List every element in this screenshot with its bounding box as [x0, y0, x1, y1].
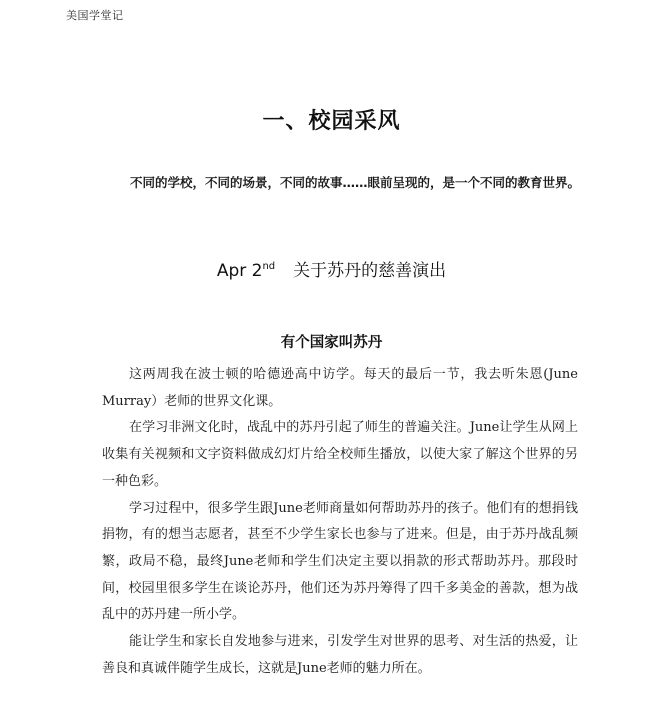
section-date-suffix: nd	[262, 261, 276, 272]
chapter-intro: 不同的学校，不同的场景，不同的故事……眼前呈现的，是一个不同的教育世界。	[130, 175, 581, 190]
section-heading	[0, 256, 663, 281]
running-head: 美国学堂记	[66, 9, 124, 22]
paragraph: 这两周我在波士顿的哈德逊高中访学。每天的最后一节，我去听朱恩(June Murray）老师的世界文化课。	[102, 367, 578, 409]
section-date: Apr 2	[216, 261, 263, 281]
paragraph: 能让学生和家长自发地参与进来，引发学生对世界的思考、对生活的热爱，让善良和真诚伴随学生成长，这就是June老师的魅力所在。	[102, 634, 578, 676]
paragraph: 在学习非洲文化时，战乱中的苏丹引起了师生的普遍关注。June让学生从网上收集有关视频和文字资料做成幻灯片给全校师生播放，以使大家了解这个世界的另一种色彩。	[102, 420, 578, 489]
chapter-title: 一、校园采风	[262, 109, 401, 134]
subsection-title: 有个国家叫苏丹	[280, 334, 383, 351]
article-body	[102, 362, 578, 682]
section-title: 关于苏丹的慈善演出	[293, 261, 447, 281]
paragraph: 学习过程中，很多学生跟June老师商量如何帮助苏丹的孩子。他们有的想捐钱捐物，有的想当志愿者，甚至不少学生家长也参与了进来。但是，由于苏丹战乱频繁，政局不稳，最终June老师和学生们决定主要以捐款的形式帮助苏丹。那段时间，校园里很多学生在谈论苏丹，他们还为苏丹筹得了四千多美金的善款，想为战乱中的苏丹建一所小学。	[102, 500, 578, 623]
